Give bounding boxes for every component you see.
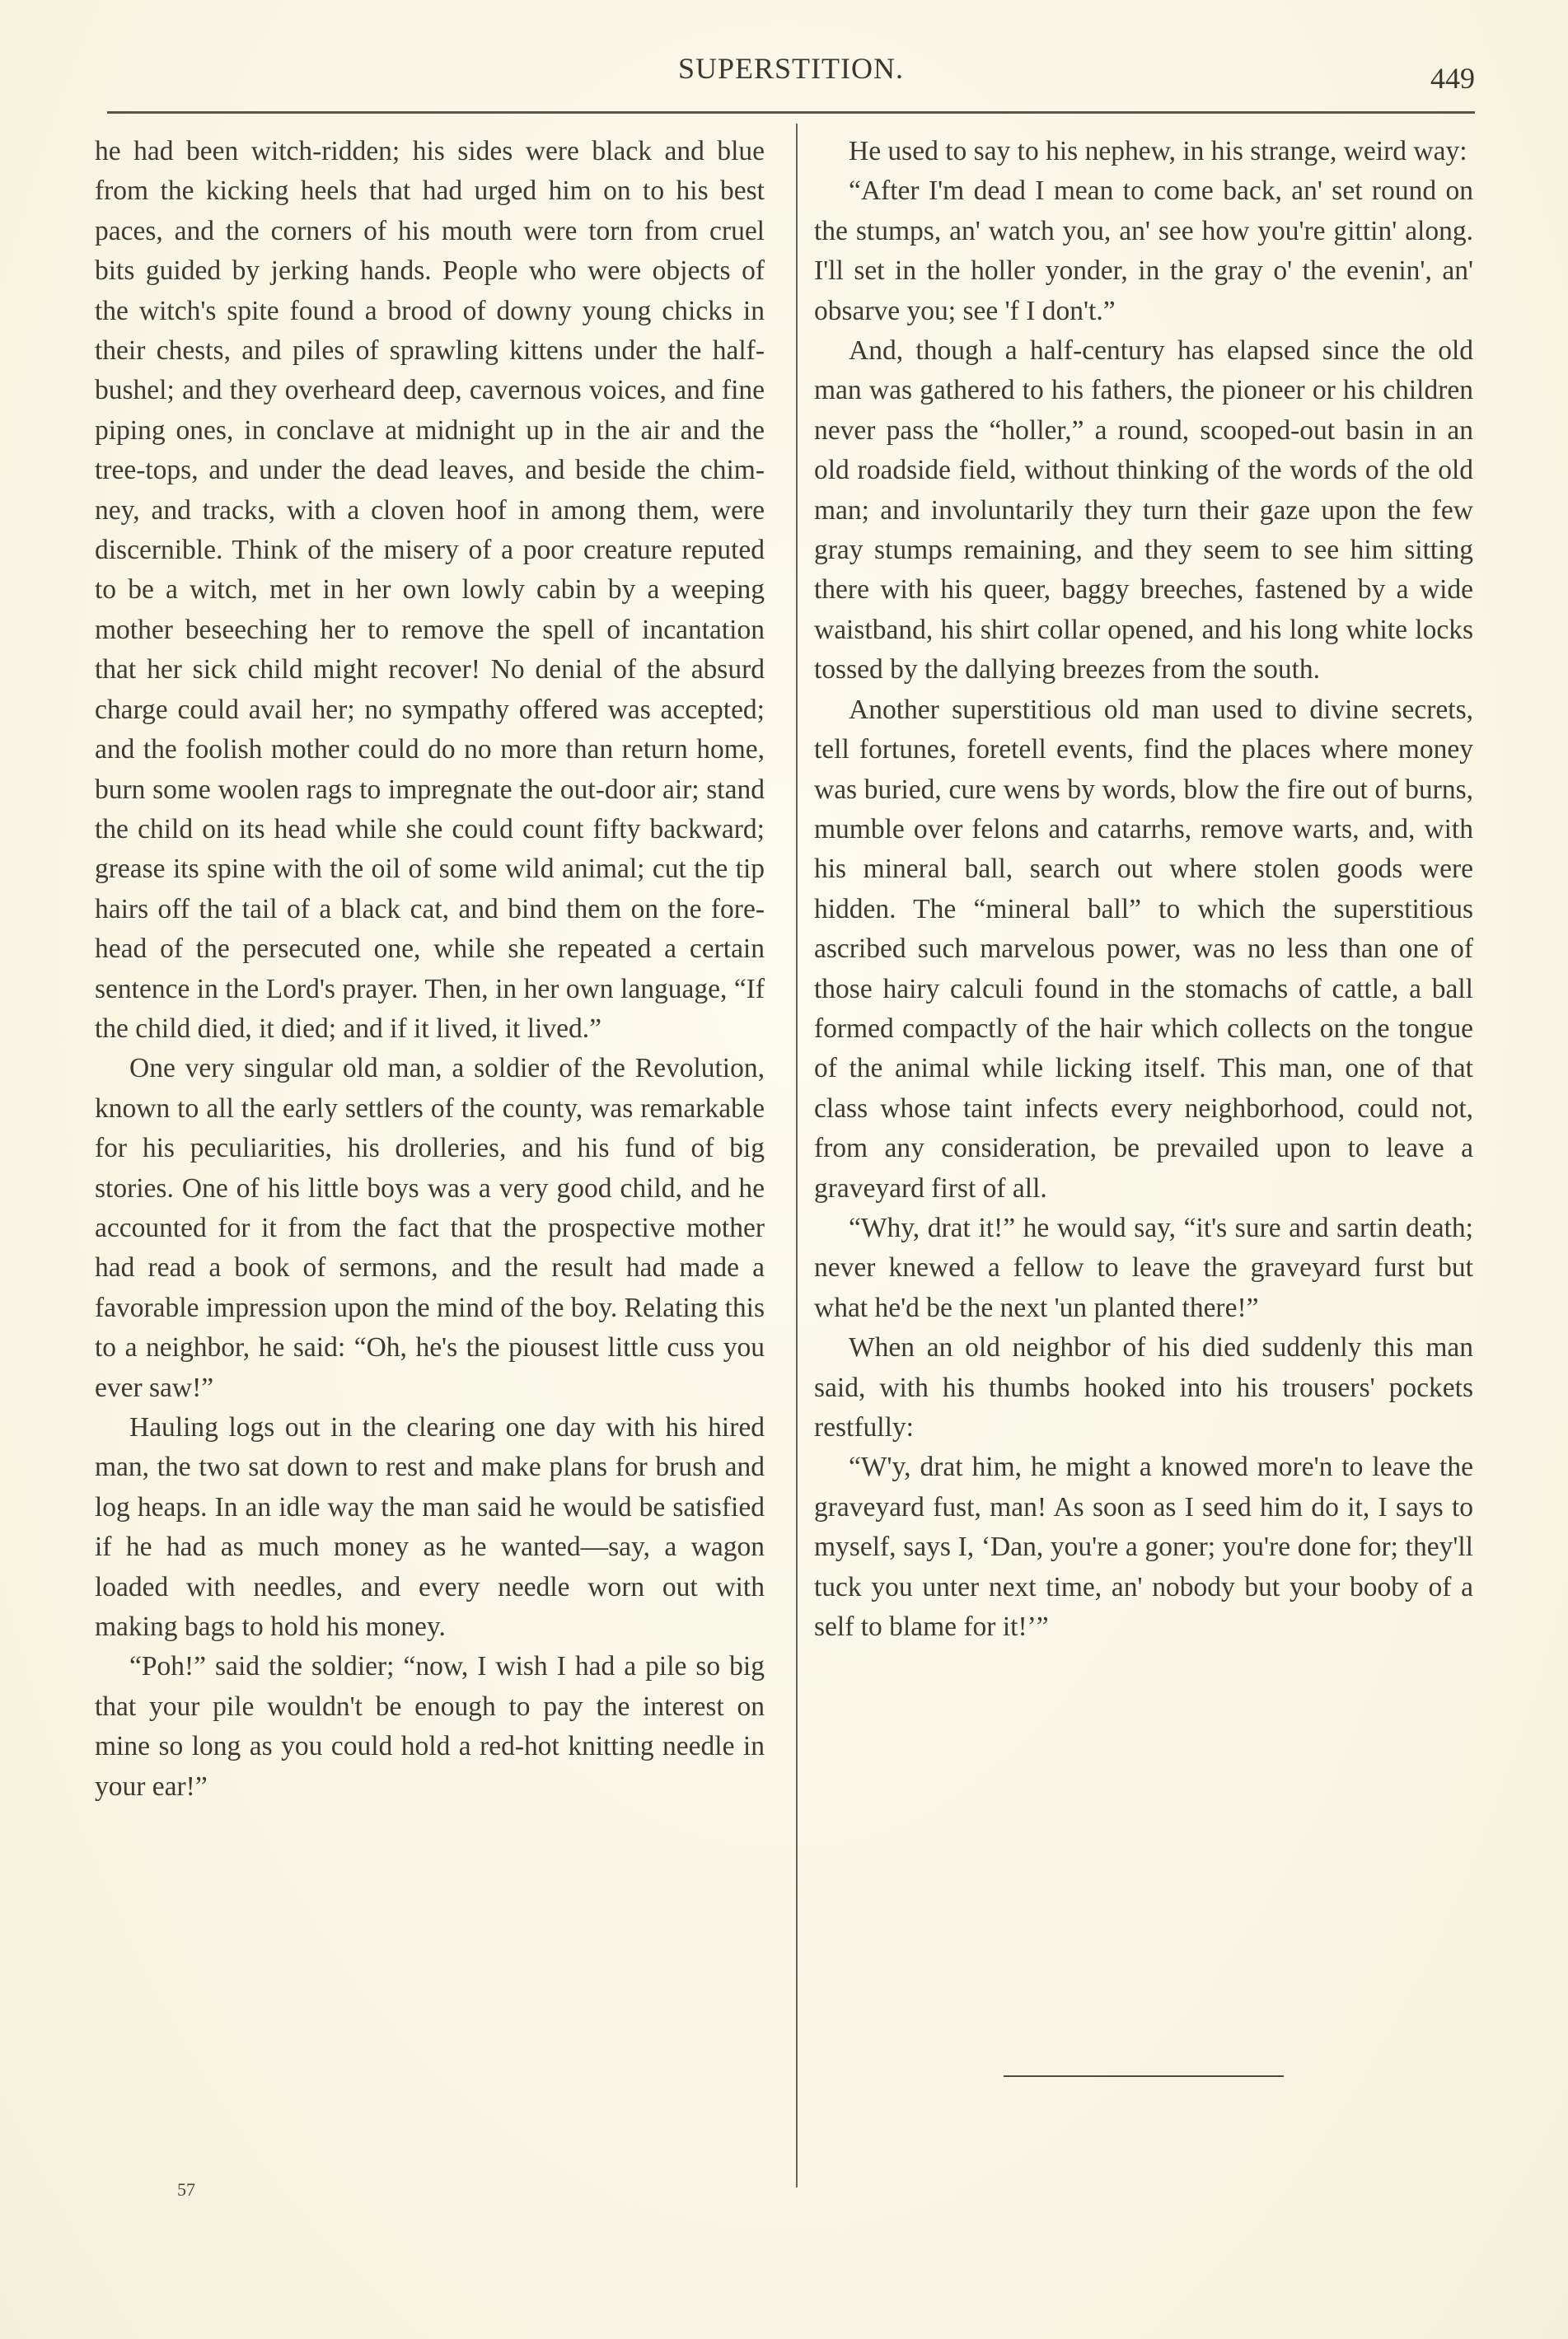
column-divider [796,124,798,2187]
signature-mark: 57 [177,2179,195,2200]
paragraph: And, though a half-century has elapsed since the old man was gathered to his fathers, the pioneer or his children never pass the “holler,” a round, scooped-out basin in an old roadside field, without thinking of the words of the old man; and involuntarily they turn their gaze upon the few gray stumps remaining, and they seem to see him sitting there with his queer, baggy breeches, fastened by a wide waistband, his shirt collar opened, and his long white locks tossed by the dallying breezes from the south. [814,335,1473,685]
page-number: 449 [1430,62,1475,95]
paragraph: “W'y, drat him, he might a knowed more'n to leave the graveyard fust, man! As soon as I seed him do it, I says to myself, says I, ‘Dan, you're a goner; you're done for; they'll tuck you unter next time, an' nobody but your booby of a self to blame for it!’” [814,1452,1473,1643]
paragraph: When an old neighbor of his died suddenly this man said, with his thumbs hooked into his trousers' pockets restfully: [814,1332,1473,1443]
paragraph: Another superstitious old man used to divine secrets, tell fortunes, foretell events, find the places where money was buried, cure wens by words, blow the fire out of burns, mumble over felons and catarrhs, remove warts, and, with his mineral ball, search out where stolen goods were hidden. The “mineral ball” to which the superstitious ascribed such marvelous power, was no less than one of those hairy calculi found in the stomachs of cattle, a ball formed compactly of the hair which collects on the tongue of the animal while licking itself. This man, one of that class whose taint infects every neighborhood, could not, from any consideration, be prevailed upon to leave a graveyard first of all. [814,694,1473,1204]
paragraph: “Why, drat it!” he would say, “it's sure and sartin death; never knewed a fellow to leave the graveyard furst but what he'd be the next 'un planted there!” [814,1212,1473,1323]
paragraph: “After I'm dead I mean to come back, an' set round on the stumps, an' watch you, an' see how you're gittin' along. I'll set in the holler yonder, in the gray o' the evenin', an' obsarve you; see 'f I don't.” [814,175,1473,326]
paragraph: he had been witch-ridden; his sides were black and blue from the kicking heels that had urged him on to his best paces, and the corners of his mouth were torn from cruel bits guided by jerking hands. People who were objects of the witch's spite found a brood of downy young chicks in their chests, and piles of sprawling kittens under the half-bushel; and they overheard deep, cavernous voices, and fine piping ones, in conclave at midnight up in the air and the tree-tops, and under the dead leaves, and beside the chimney, and tracks, with a cloven hoof in among them, were discernible. Think of the misery of a poor creature reputed to be a witch, met in her own lowly cabin by a weeping mother beseeching her to remove the spell of incantation that her sick child might recover! No denial of the absurd charge could avail her; no sympathy offered was accepted; and the foolish mother could do no more than return home, burn some woolen rags to impregnate the out-door air; stand the child on its head while she could count fifty backward; grease its spine with the oil of some wild animal; cut the tip hairs off the tail of a black cat, and bind them on the forehead of the persecuted one, while she repeated a certain sentence in the Lord's prayer. Then, in her own language, “If the child died, it died; and if it lived, it lived.” [95,136,765,1044]
left-column [95,132,765,1807]
running-head [107,51,1475,101]
right-column [814,132,1473,1647]
section-end-rule [1004,2075,1284,2077]
header-rule [107,111,1475,114]
paragraph: He used to say to his nephew, in his strange, weird way: [849,136,1467,166]
paragraph: One very singular old man, a soldier of the Revolution, known to all the early settlers of the county, was remarkable for his peculiarities, his drolleries, and his fund of big stories. One of his little boys was a very good child, and he accounted for it from the fact that the prospective mother had read a book of sermons, and the result had made a favorable impression upon the mind of the boy. Relating this to a neighbor, he said: “Oh, he's the piousest little cuss you ever saw!” [95,1053,765,1403]
running-title: SUPERSTITION. [677,52,905,85]
paragraph: Hauling logs out in the clearing one day with his hired man, the two sat down to rest and make plans for brush and log heaps. In an idle way the man said he would be satisfied if he had as much money as he wanted—say, a wagon loaded with needles, and every needle worn out with making bags to hold his money. [95,1412,765,1643]
paragraph: “Poh!” said the soldier; “now, I wish I had a pile so big that your pile wouldn't be enough to pay the interest on mine so long as you could hold a red-hot knitting needle in your ear!” [95,1651,765,1802]
